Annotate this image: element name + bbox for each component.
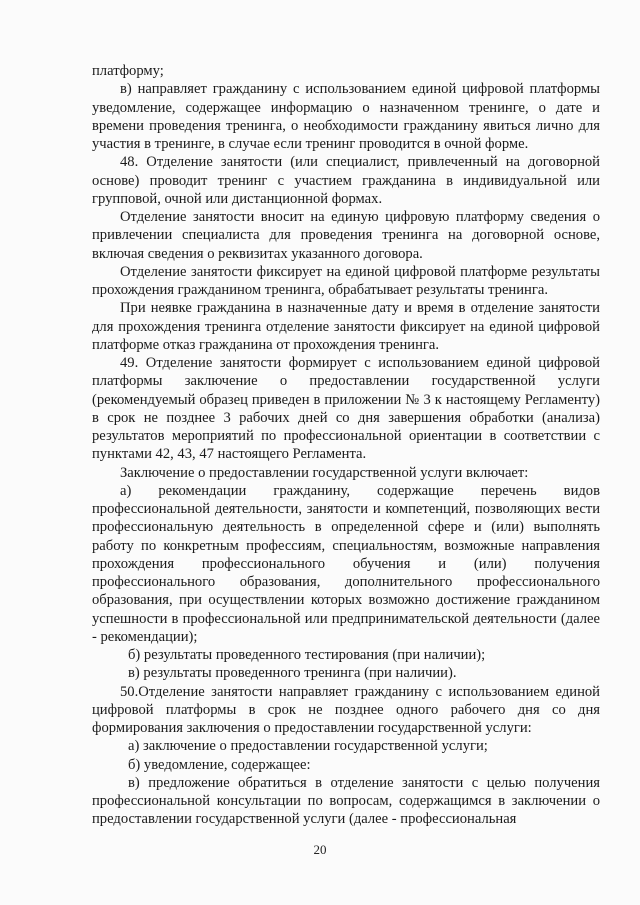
paragraph-clause-50: 50.Отделение занятости направляет гражданину с использованием единой цифровой платформы в срок не позднее одного рабочего дня со дня формирования заключения о предоставлении государственной услуги: [92,683,600,736]
paragraph-item-v-training: в) результаты проведенного тренинга (при наличии). [128,665,457,682]
paragraph-clause-48: 48. Отделение занятости (или специалист, привлеченный на договорной основе) проводит тренинг с участием гражданина в индивидуальной или групповой, очной или дистанционной формах. [92,154,600,207]
paragraph-clause-49: 49. Отделение занятости формирует с использованием единой цифровой платформы заключение о предоставлении государственной услуги (рекомендуемый образец приведен в приложении № 3 к настоящему Регламенту) в срок не позднее 3 рабочих дней со дня завершения обработки (анализа) результатов мероприятий по профессиональной ориентации в соответствии с пунктами 42, 43, 47 настоящего Регламента. [92,355,600,463]
paragraph-item-b-notice: б) уведомление, содержащее: [128,756,311,773]
paragraph-conclusion-includes: Заключение о предоставлении государственной услуги включает: [120,464,529,481]
document-body [92,62,600,829]
paragraph-item-a-recommendations: а) рекомендации гражданину, содержащие перечень видов профессиональной деятельности, занятости и компетенций, позволяющих вести профессиональную деятельность в определенной сфере и (или) выполнять работу по конкретным профессиям, специальностям, возможные направления прохождения профессионального обучения и (или) получения профессионального образования, дополнительного профессионального образования, при осуществлении которых возможно достижение гражданином успешности в профессиональной или предпринимательской деятельности (далее - рекомендации); [92,482,600,645]
paragraph-item-v-notification: в) направляет гражданину с использованием единой цифровой платформы уведомление, содержащее информацию о назначенном тренинге, о дате и времени проведения тренинга, о необходимости гражданину явиться лично для участия в тренинге, в случае если тренинг проводится в очной форме. [92,81,600,152]
paragraph-specialist-info: Отделение занятости вносит на единую цифровую платформу сведения о привлечении специалиста для проведения тренинга на договорной основе, включая сведения о реквизитах указанного договора. [92,209,600,262]
paragraph-item-a-conclusion: а) заключение о предоставлении государственной услуги; [128,738,488,755]
paragraph-continuation: платформу; [92,63,164,79]
paragraph-no-show: При неявке гражданина в назначенные дату и время в отделение занятости для прохождения тренинга отделение занятости фиксирует на единой цифровой платформе отказ гражданина от прохождения тренинга. [92,300,600,353]
paragraph-item-b-testing: б) результаты проведенного тестирования (при наличии); [128,647,486,663]
paragraph-training-results: Отделение занятости фиксирует на единой цифровой платформе результаты прохождения гражданином тренинга, обрабатывает результаты тренинга. [92,263,600,298]
paragraph-item-v-offer: в) предложение обратиться в отделение занятости с целью получения профессиональной консультации по вопросам, содержащимся в заключении о предоставлении государственной услуги (далее - профессиональная [92,774,600,828]
page-number: 20 [313,842,327,857]
